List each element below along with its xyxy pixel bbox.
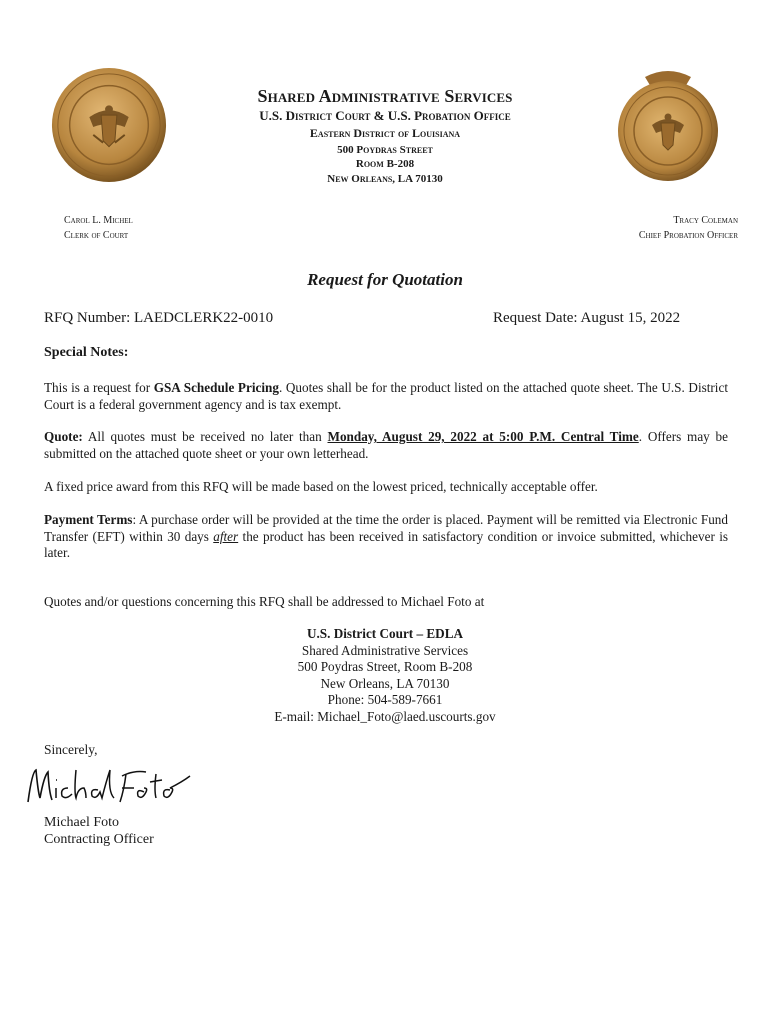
paragraph-payment-terms: Payment Terms: A purchase order will be provided at the time the order is placed. Payment will be remitted via Electronic Fund Transfer (EFT) within 30 days after the product has been received in satisfactory condition or invoice submitted, whichever is later.: [44, 512, 728, 560]
paragraph-contact: Quotes and/or questions concerning this RFQ shall be addressed to Michael Foto at: [44, 594, 485, 609]
letterhead-room: Room B-208: [355, 158, 415, 170]
probation-officer-title: Chief Probation Officer: [638, 230, 738, 241]
address-org: U.S. District Court – EDLA: [306, 626, 464, 641]
rfq-number: RFQ Number: LAEDCLERK22-0010: [44, 310, 274, 326]
contact-address-block: [0, 626, 770, 725]
handwritten-signature: [22, 762, 197, 814]
letterhead-city: New Orleans, LA 70130: [327, 173, 443, 185]
probation-officer-block: [596, 213, 738, 243]
document-title: Request for Quotation: [307, 270, 463, 289]
address-street: 500 Poydras Street, Room B-208: [297, 659, 473, 674]
clerk-title: Clerk of Court: [64, 230, 129, 241]
deadline-text: Monday, August 29, 2022 at 5:00 P.M. Central Time: [327, 429, 639, 444]
address-dept: Shared Administrative Services: [301, 642, 469, 658]
probation-officer-name: Tracy Coleman: [673, 215, 738, 226]
paragraph-award: A fixed price award from this RFQ will be made based on the lowest priced, technically acceptable offer.: [44, 479, 598, 494]
salutation: Sincerely,: [44, 742, 98, 757]
address-city: New Orleans, LA 70130: [320, 675, 450, 691]
letterhead-court: U.S. District Court & U.S. Probation Office: [259, 108, 511, 123]
letterhead-district: Eastern District of Louisiana: [309, 126, 461, 140]
signature-block: [44, 814, 154, 848]
special-notes-heading: Special Notes:: [44, 345, 129, 360]
signer-name: Michael Foto: [44, 815, 120, 830]
clerk-block: [64, 213, 133, 243]
signer-title: Contracting Officer: [44, 832, 154, 847]
paragraph-quote-deadline: Quote: All quotes must be received no later than Monday, August 29, 2022 at 5:00 P.M. Central Time. Offers may be submitted on the attached quote sheet or your own letterhead.: [44, 429, 728, 461]
address-phone: Phone: 504-589-7661: [327, 692, 443, 707]
clerk-name: Carol L. Michel: [64, 215, 133, 226]
address-email[interactable]: E-mail: Michael_Foto@laed.uscourts.gov: [274, 708, 496, 724]
letterhead-street: 500 Poydras Street: [337, 144, 433, 156]
paragraph-gsa: This is a request for GSA Schedule Pricing. Quotes shall be for the product listed on the attached quote sheet. The U.S. District Court is a federal government agency and is tax exempt.: [44, 380, 728, 412]
request-date: Request Date: August 15, 2022: [493, 310, 681, 326]
letterhead-title: Shared Administrative Services: [257, 86, 513, 106]
